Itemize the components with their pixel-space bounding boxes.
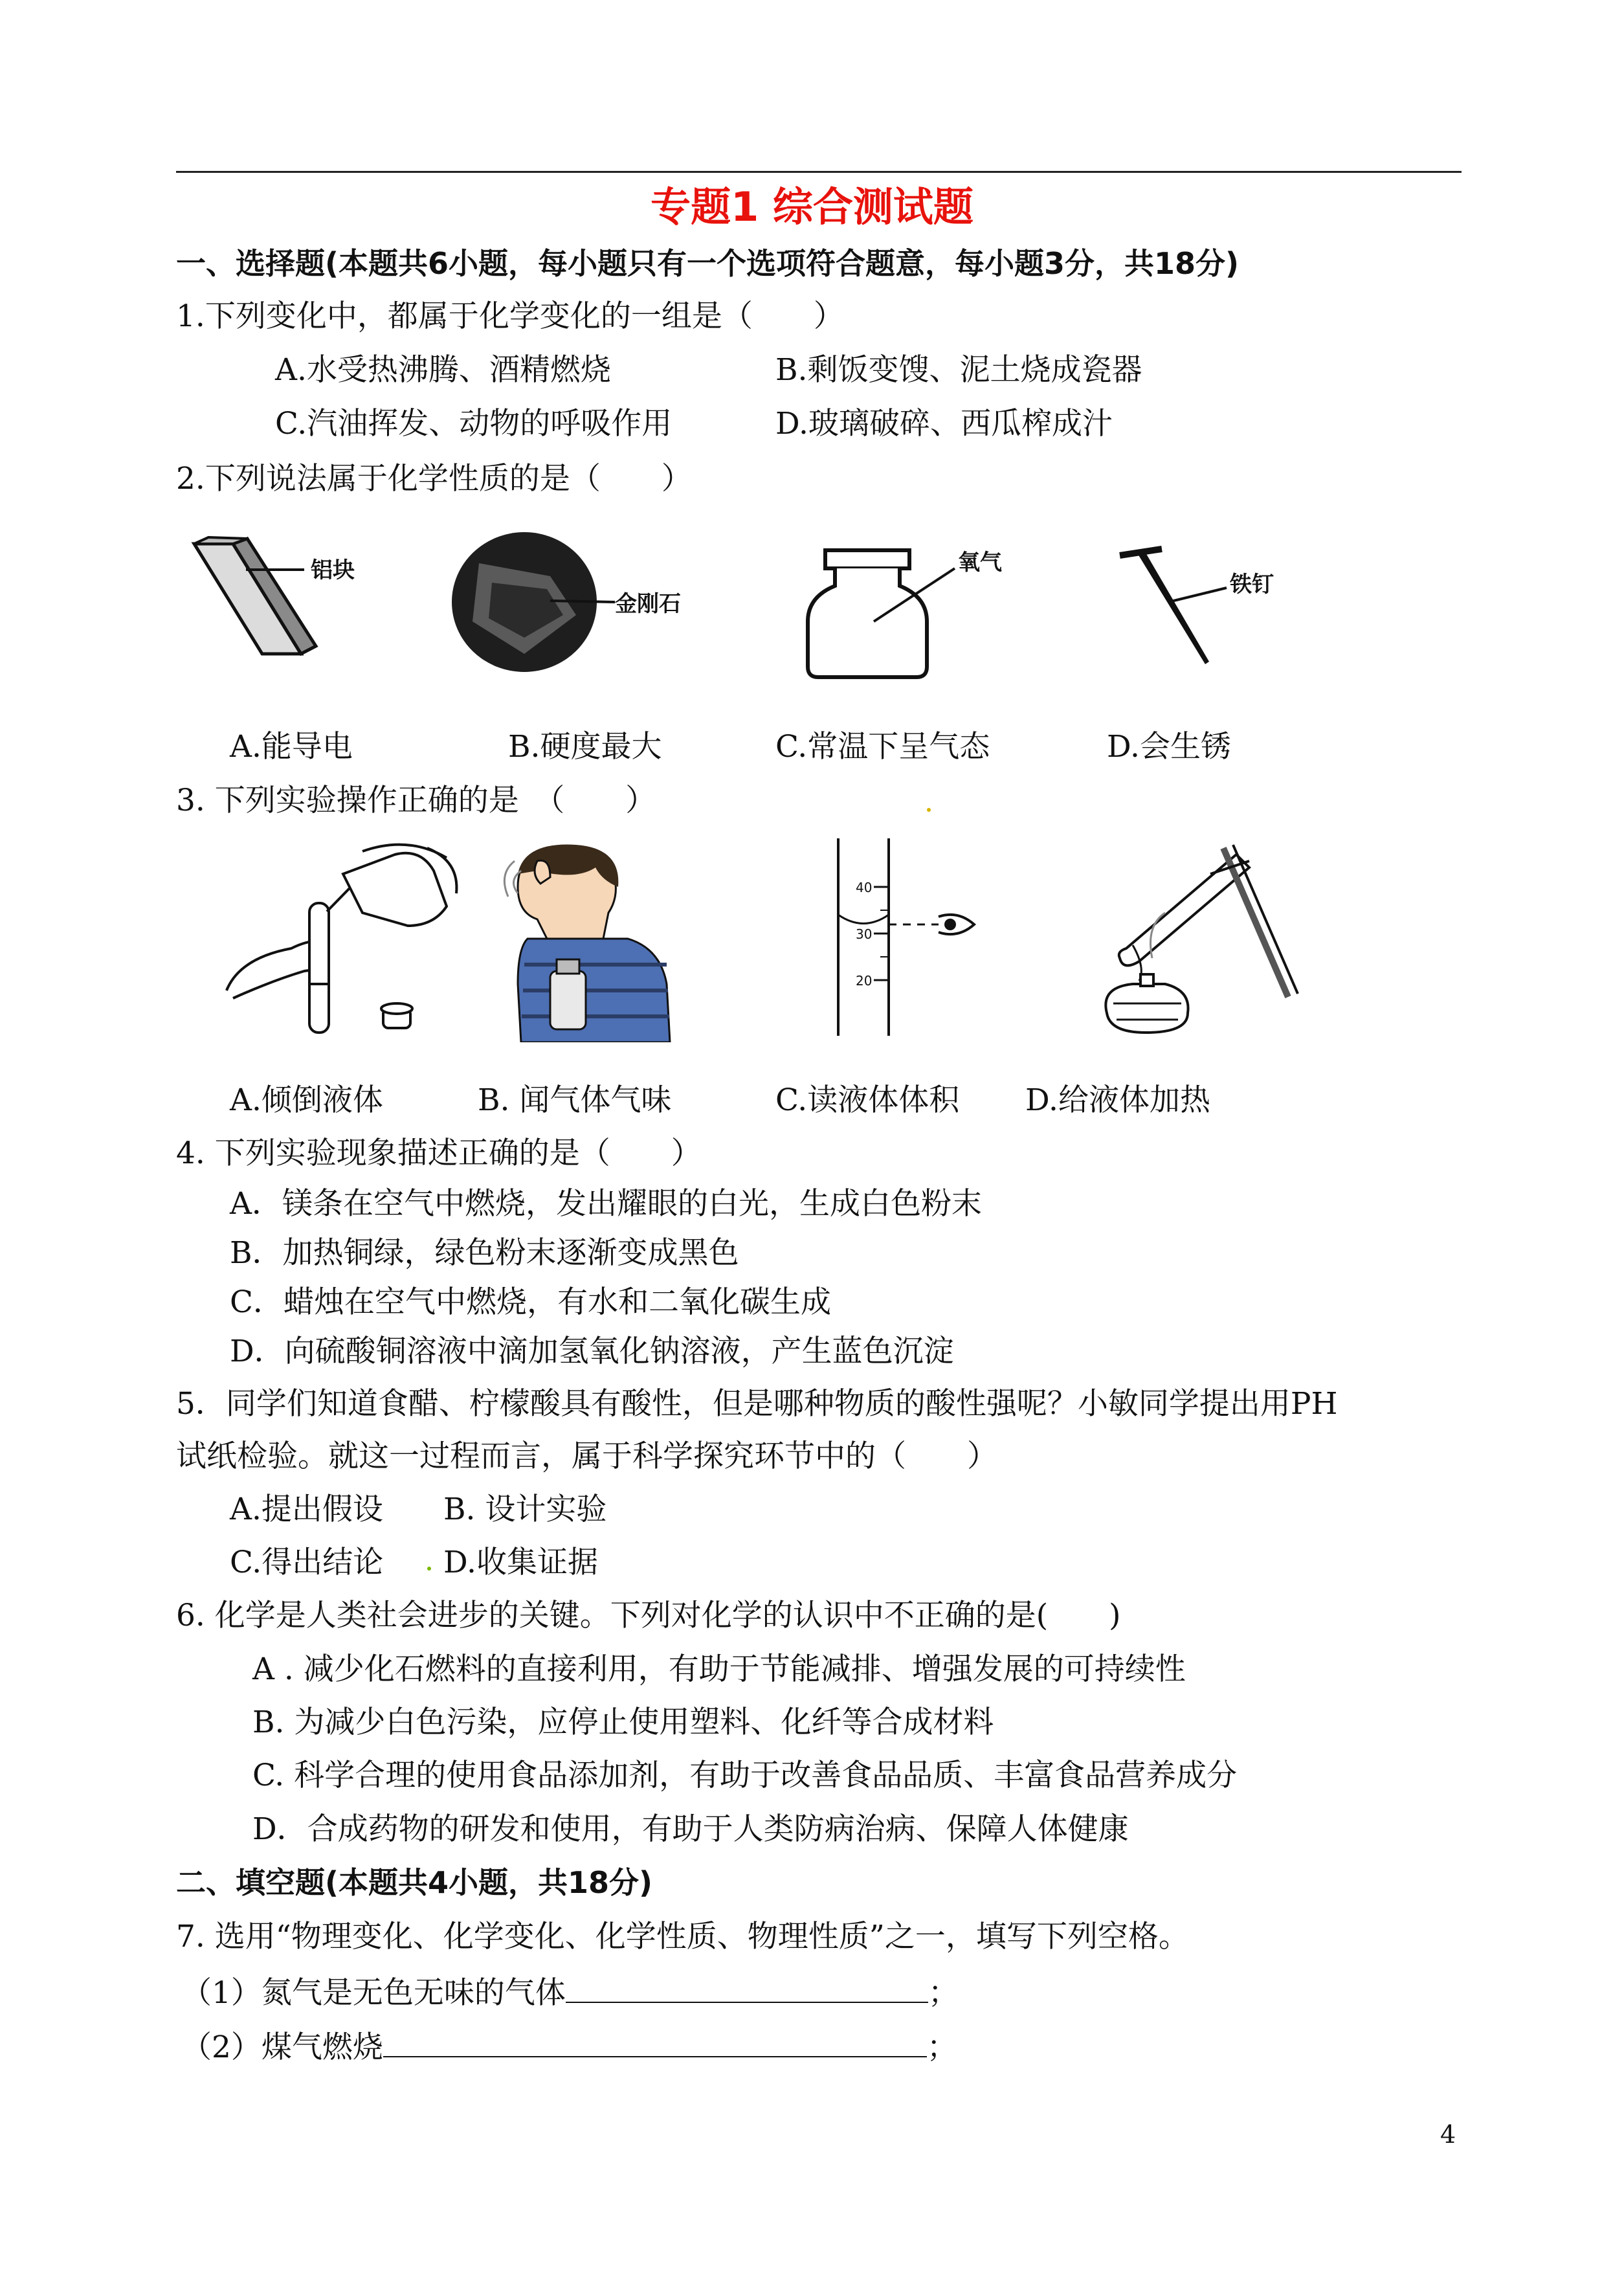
stray-dot-2: [427, 1567, 431, 1571]
q2-stem: 2.下列说法属于化学性质的是（ ）: [176, 461, 692, 497]
q4-option-a: A．镁条在空气中燃烧，发出耀眼的白光，生成白色粉末: [230, 1186, 982, 1222]
q3-option-d: D.给液体加热: [1025, 1082, 1210, 1118]
section-1-heading: 一、选择题(本题共6小题，每小题只有一个选项符合题意，每小题3分，共18分): [176, 246, 1240, 281]
q5-option-d: D.收集证据: [443, 1545, 598, 1580]
q1-option-d: D.玻璃破碎、西瓜榨成汁: [775, 406, 1113, 442]
q3-stem: 3. 下列实验操作正确的是 （ ）: [176, 783, 656, 818]
label-oxygen: 氧气: [958, 550, 1002, 576]
heat-liquid-figure: [1106, 845, 1298, 1033]
label-diamond: 金刚石: [615, 591, 681, 617]
q3-option-a: A.倾倒液体: [230, 1082, 383, 1118]
q4-option-b: B．加热铜绿，绿色粉末逐渐变成黑色: [230, 1235, 739, 1271]
q6-stem: 6. 化学是人类社会进步的关键。下列对化学的认识中不正确的是( ): [176, 1598, 1121, 1633]
q5-option-a: A.提出假设: [230, 1492, 383, 1527]
tick-40: 40: [856, 880, 873, 895]
q7-item-2: [181, 2026, 957, 2067]
oxygen-bottle-figure: [808, 550, 1002, 677]
aluminum-block-figure: [194, 537, 355, 654]
q1-option-b: B.剩饭变馊、泥土烧成瓷器: [775, 352, 1142, 388]
page-number: 4: [1440, 2120, 1456, 2149]
q7-stem: 7. 选用“物理变化、化学变化、化学性质、物理性质”之一，填写下列空格。: [176, 1919, 1189, 1954]
read-volume-figure: [838, 838, 974, 1036]
q6-option-b: B. 为减少白色污染，应停止使用塑料、化纤等合成材料: [252, 1705, 994, 1740]
q6-option-d: D．合成药物的研发和使用，有助于人类防病治病、保障人体健康: [252, 1811, 1129, 1847]
q1-option-c: C.汽油挥发、动物的呼吸作用: [275, 406, 673, 442]
q5-option-b: B. 设计实验: [443, 1492, 607, 1527]
q7-item-2-end: ；: [926, 2030, 957, 2065]
q1-option-a: A.水受热沸腾、酒精燃烧: [275, 352, 611, 388]
q7-item-2-text: （2）煤气燃烧: [181, 2030, 383, 2065]
stray-dot: [927, 808, 931, 812]
smelling-gas-figure: [504, 845, 670, 1042]
q7-item-1: [181, 1972, 959, 2013]
q4-option-c: C．蜡烛在空气中燃烧，有水和二氧化碳生成: [230, 1284, 831, 1320]
label-aluminum: 铝块: [311, 557, 355, 583]
section-2-heading: 二、填空题(本题共4小题，共18分): [176, 1865, 653, 1900]
diamond-figure: [452, 532, 681, 672]
q7-item-1-end: ；: [928, 1975, 959, 2011]
q2-option-d: D.会生锈: [1107, 729, 1231, 765]
q2-option-c: C.常温下呈气态: [775, 729, 990, 765]
tick-30: 30: [856, 926, 873, 942]
q2-option-b: B.硬度最大: [508, 729, 662, 765]
iron-nail-figure: [1120, 549, 1274, 664]
tick-20: 20: [856, 973, 873, 989]
label-iron-nail: 铁钉: [1230, 572, 1274, 598]
q1-stem: 1.下列变化中，都属于化学变化的一组是（ ）: [176, 298, 844, 334]
q5-stem-line2: 试纸检验。就这一过程而言，属于科学探究环节中的（ ）: [176, 1438, 997, 1474]
q7-answer-blank-2[interactable]: [383, 2026, 927, 2057]
pouring-liquid-figure: [227, 845, 456, 1033]
q5-stem-line1: 5．同学们知道食醋、柠檬酸具有酸性，但是哪种物质的酸性强呢？小敏同学提出用PH: [176, 1386, 1338, 1422]
q5-option-c: C.得出结论: [230, 1545, 384, 1580]
q4-stem: 4. 下列实验现象描述正确的是（ ）: [176, 1135, 702, 1171]
q4-option-d: D．向硫酸铜溶液中滴加氢氧化钠溶液，产生蓝色沉淀: [230, 1334, 954, 1369]
q7-answer-blank-1[interactable]: [566, 1972, 928, 2003]
page-title: 专题1 综合测试题: [651, 183, 973, 230]
q3-option-b: B. 闻气体气味: [478, 1082, 672, 1118]
q3-option-c: C.读液体体积: [775, 1082, 960, 1118]
q7-item-1-text: （1）氮气是无色无味的气体: [181, 1975, 566, 2011]
q2-figures: [188, 524, 1482, 699]
q2-option-a: A.能导电: [230, 729, 353, 765]
header-rule: [176, 171, 1462, 173]
q3-figures: [214, 835, 1379, 1042]
q6-option-a: A . 减少化石燃料的直接利用，有助于节能减排、增强发展的可持续性: [252, 1651, 1186, 1687]
q6-option-c: C. 科学合理的使用食品添加剂，有助于改善食品品质、丰富食品营养成分: [252, 1758, 1238, 1793]
